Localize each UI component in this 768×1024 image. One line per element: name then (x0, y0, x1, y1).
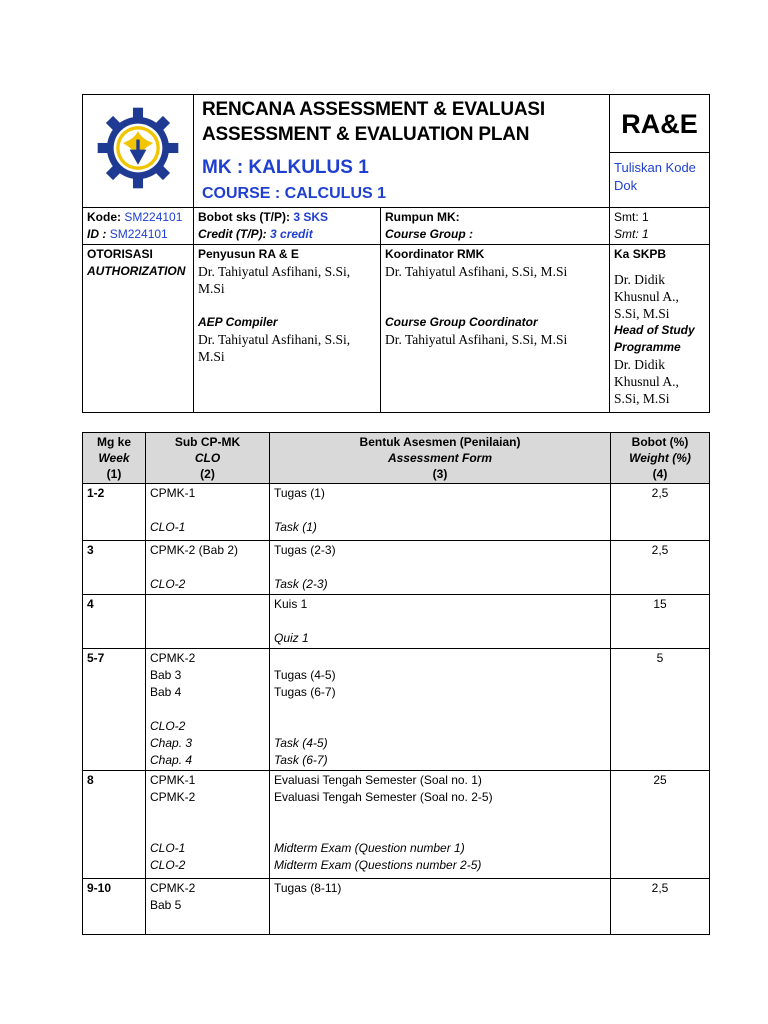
institution-logo-cell (83, 95, 194, 208)
table-row (83, 484, 710, 541)
weight-cell (611, 771, 710, 879)
table-row (83, 541, 710, 595)
compiler-name-2: Dr. Tahiyatul Asfihani, S.Si, M.Si (198, 331, 351, 364)
clo-cell (146, 484, 270, 541)
column-header-weight: Bobot (%) Weight (%) (4) (611, 433, 710, 484)
week-cell (83, 649, 146, 771)
course-code-cell (83, 207, 194, 244)
weight-value: 2,5 (651, 881, 669, 895)
semester-en: Smt: 1 (614, 226, 649, 241)
column-header-week: Mg ke Week (1) (83, 433, 146, 484)
form-id-line: Evaluasi Tengah Semester (Soal no. 1) (274, 773, 482, 787)
clo-en-line: CLO-2 (150, 719, 186, 733)
weight-value: 2,5 (651, 486, 669, 500)
kode-label: Kode: (87, 209, 121, 224)
semester-id: Smt: 1 (614, 209, 649, 224)
form-id-line: Evaluasi Tengah Semester (Soal no. 2-5) (274, 790, 493, 804)
coordinator-name-2: Dr. Tahiyatul Asfihani, S.Si, M.Si (385, 331, 568, 347)
week-cell (83, 541, 146, 595)
clo-en-line: CLO-1 (150, 520, 186, 534)
column-header-assessment-form: Bentuk Asesmen (Penilaian) Assessment Form (3) (270, 433, 611, 484)
clo-cell (146, 541, 270, 595)
form-en-line: Task (4-5) (274, 736, 328, 750)
clo-id-line: CPMK-2 (150, 790, 196, 804)
document-title-cell (194, 95, 610, 153)
course-name-en: COURSE : CALCULUS 1 (202, 184, 387, 202)
assessment-form-cell (270, 541, 611, 595)
week-cell (83, 595, 146, 649)
course-group-cell (381, 207, 610, 244)
coordinator-label-en: Course Group Coordinator (385, 314, 538, 329)
credit-label: Credit (T/P): (198, 226, 267, 241)
assessment-form-cell (270, 484, 611, 541)
id-label: ID : (87, 226, 107, 241)
week-cell (83, 771, 146, 879)
semester-cell (610, 207, 710, 244)
table-row (83, 649, 710, 771)
form-id-line: Tugas (8-11) (274, 881, 342, 895)
compiler-label-en: AEP Compiler (198, 314, 278, 329)
weight-cell (611, 595, 710, 649)
clo-cell (146, 879, 270, 935)
assessment-form-cell (270, 879, 611, 935)
document-title-id: RENCANA ASSESSMENT & EVALUASI (202, 99, 545, 120)
compiler-label-id: Penyusun RA & E (198, 246, 299, 261)
assessment-form-cell (270, 595, 611, 649)
coordinator-cell (381, 244, 610, 412)
form-en-line: Midterm Exam (Question number 1) (274, 841, 465, 855)
weight-cell (611, 879, 710, 935)
bobot-value: 3 SKS (293, 209, 329, 224)
kode-value: SM224101 (124, 209, 183, 224)
assessment-header-row (83, 433, 710, 484)
table-row (83, 595, 710, 649)
head-name-1: Dr. Didik Khusnul A., S.Si, M.Si (614, 271, 679, 321)
course-name-id: MK : KALKULUS 1 (202, 156, 369, 178)
clo-id-line: CPMK-1 (150, 486, 196, 500)
id-value: SM224101 (109, 226, 168, 241)
compiler-name-1: Dr. Tahiyatul Asfihani, S.Si, M.Si (198, 263, 351, 296)
credit-value: 3 credit (270, 226, 313, 241)
form-id-line: Tugas (6-7) (274, 685, 336, 699)
table-row (83, 879, 710, 935)
authorization-label-id: OTORISASI (87, 246, 153, 261)
week-cell (83, 484, 146, 541)
form-id-line: Tugas (2-3) (274, 543, 336, 557)
assessment-table (82, 432, 710, 935)
form-id-line (274, 650, 606, 667)
course-title-cell (194, 153, 610, 208)
clo-en-line: Chap. 4 (150, 753, 193, 767)
clo-cell (146, 649, 270, 771)
head-of-programme-cell (610, 244, 710, 412)
head-name-2: Dr. Didik Khusnul A., S.Si, M.Si (614, 356, 679, 406)
week-value: 9-10 (87, 881, 112, 895)
clo-cell (146, 771, 270, 879)
clo-id-line: CPMK-2 (150, 881, 196, 895)
form-en-line (274, 718, 606, 735)
document-code-placeholder: Tuliskan Kode Dok (610, 153, 710, 208)
clo-en-line: Chap. 3 (150, 736, 193, 750)
week-value: 1-2 (87, 486, 105, 500)
clo-cell (146, 595, 270, 649)
weight-value: 15 (653, 597, 667, 611)
form-id-line: Tugas (4-5) (274, 668, 336, 682)
clo-id-line: Bab 5 (150, 898, 182, 912)
credit-cell (194, 207, 381, 244)
weight-cell (611, 484, 710, 541)
clo-en-line: CLO-2 (150, 858, 186, 872)
weight-value: 5 (656, 651, 664, 665)
form-en-line: Task (1) (274, 520, 317, 534)
clo-id-line: CPMK-1 (150, 773, 196, 787)
week-value: 3 (87, 543, 94, 557)
assessment-form-cell (270, 771, 611, 879)
form-id-line: Tugas (1) (274, 486, 325, 500)
clo-id-line: CPMK-2 (150, 651, 196, 665)
authorization-label-en: AUTHORIZATION (87, 263, 186, 278)
weight-value: 25 (653, 773, 667, 787)
coordinator-name-1: Dr. Tahiyatul Asfihani, S.Si, M.Si (385, 263, 568, 279)
form-en-line: Task (2-3) (274, 577, 328, 591)
document-code-badge: RA&E (610, 95, 710, 153)
clo-en-line: CLO-1 (150, 841, 186, 855)
week-value: 4 (87, 597, 94, 611)
head-label-en: Head of Study Programme (614, 322, 695, 354)
table-row (83, 771, 710, 879)
institution-logo-icon (96, 106, 180, 190)
compiler-cell (194, 244, 381, 412)
clo-en-line: CLO-2 (150, 577, 186, 591)
weight-value: 2,5 (651, 543, 669, 557)
week-value: 5-7 (87, 651, 105, 665)
weight-cell (611, 541, 710, 595)
week-value: 8 (87, 773, 94, 787)
document-header-table (82, 94, 710, 413)
week-cell (83, 879, 146, 935)
column-header-clo: Sub CP-MK CLO (2) (146, 433, 270, 484)
authorization-label-cell (83, 244, 194, 412)
form-en-line: Midterm Exam (Questions number 2-5) (274, 858, 482, 872)
coordinator-label-id: Koordinator RMK (385, 246, 485, 261)
bobot-label: Bobot sks (T/P): (198, 209, 290, 224)
form-id-line: Kuis 1 (274, 597, 308, 611)
course-group-label: Course Group : (385, 226, 474, 241)
form-en-line: Quiz 1 (274, 631, 309, 645)
assessment-form-cell (270, 649, 611, 771)
clo-id-line: Bab 4 (150, 685, 182, 699)
form-en-line: Task (6-7) (274, 753, 328, 767)
document-title-en: ASSESSMENT & EVALUATION PLAN (202, 124, 530, 145)
weight-cell (611, 649, 710, 771)
assessment-table-body (83, 484, 710, 935)
rumpun-label: Rumpun MK: (385, 209, 460, 224)
head-label-id: Ka SKPB (614, 246, 667, 261)
clo-id-line: CPMK-2 (Bab 2) (150, 543, 239, 557)
clo-id-line: Bab 3 (150, 668, 182, 682)
